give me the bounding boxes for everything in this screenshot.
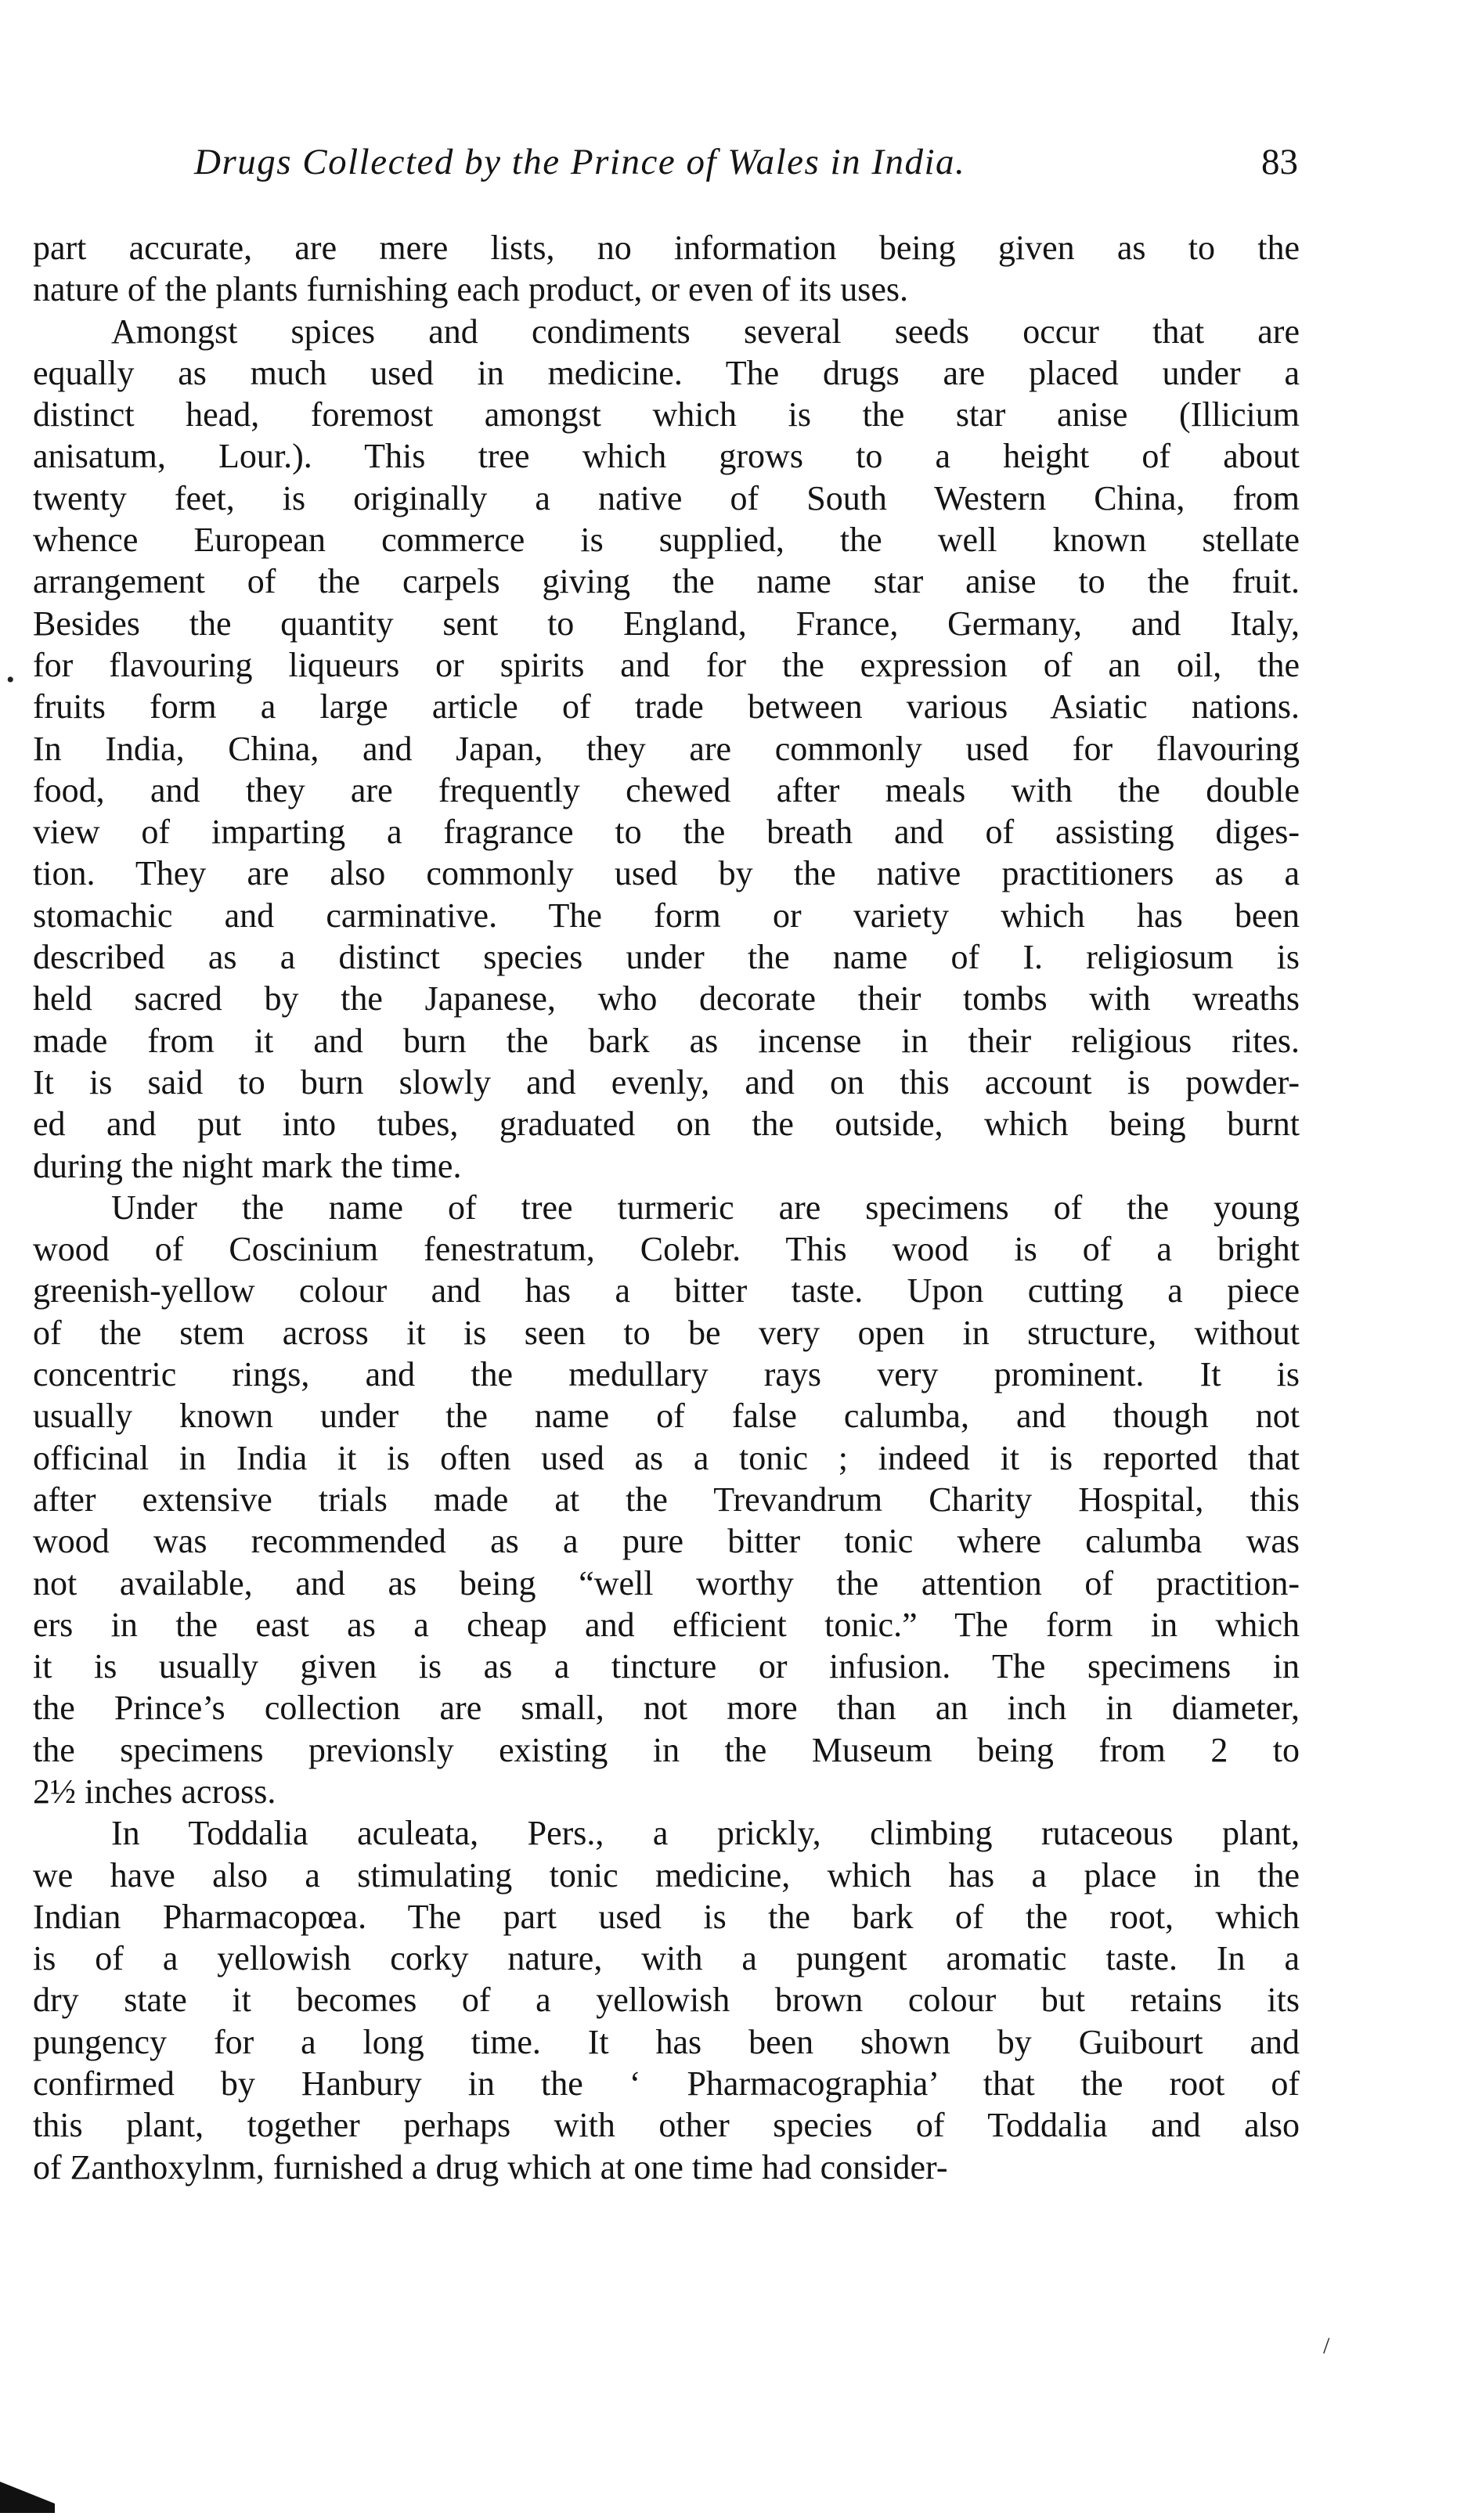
text-line: In India, China, and Japan, they are commonly used for flavouring	[33, 729, 1300, 768]
text-line: the Prince’s collection are small, not more than an inch in diameter,	[33, 1689, 1300, 1728]
text-line: Amongst spices and condiments several seeds occur that are	[111, 312, 1300, 351]
running-title: Drugs Collected by the Prince of Wales in India.	[194, 142, 966, 182]
text-line: arrangement of the carpels giving the name star anise to the fruit.	[33, 562, 1300, 601]
page-number: 83	[1261, 142, 1298, 182]
text-line: Under the name of tree turmeric are specimens of the young	[111, 1188, 1300, 1227]
text-line: nature of the plants furnishing each product, or even of its uses.	[33, 270, 909, 309]
text-line: wood was recommended as a pure bitter tonic where calumba was	[33, 1522, 1300, 1561]
text-line: dry state it becomes of a yellowish brown colour but retains its	[33, 1981, 1300, 2020]
margin-dot: •	[6, 667, 15, 693]
text-line: greenish-yellow colour and has a bitter taste. Upon cutting a piece	[33, 1271, 1300, 1310]
text-line: held sacred by the Japanese, who decorate their tombs with wreaths	[33, 979, 1300, 1018]
text-line: It is said to burn slowly and evenly, and on this account is powder-	[33, 1062, 1300, 1101]
text-line: view of imparting a fragrance to the breath and of assisting diges-	[33, 813, 1300, 852]
text-line: usually known under the name of false calumba, and though not	[33, 1397, 1300, 1436]
text-line: of the stem across it is seen to be very open in structure, without	[33, 1313, 1300, 1352]
text-line: is of a yellowish corky nature, with a pungent aromatic taste. In a	[33, 1939, 1300, 1978]
text-line: for flavouring liqueurs or spirits and for the expression of an oil, the	[33, 645, 1300, 684]
text-line: this plant, together perhaps with other species of Toddalia and also	[33, 2106, 1300, 2145]
text-line: equally as much used in medicine. The drugs are placed under a	[33, 353, 1300, 392]
stray-mark: /	[1323, 2333, 1330, 2359]
text-line: made from it and burn the bark as incense in their religious rites.	[33, 1021, 1300, 1060]
text-line: pungency for a long time. It has been shown by Guibourt and	[33, 2022, 1300, 2061]
text-line: whence European commerce is supplied, the well known stellate	[33, 521, 1300, 560]
running-head	[194, 141, 1298, 196]
ink-blot	[0, 2482, 55, 2513]
text-line: anisatum, Lour.). This tree which grows to a height of about	[33, 437, 1300, 476]
text-line: 2½ inches across.	[33, 1772, 276, 1811]
text-line: after extensive trials made at the Trevandrum Charity Hospital, this	[33, 1480, 1300, 1519]
text-line: described as a distinct species under the name of I. religiosum is	[33, 938, 1300, 977]
text-line: distinct head, foremost amongst which is the star anise (Illicium	[33, 395, 1300, 434]
text-line: Besides the quantity sent to England, France, Germany, and Italy,	[33, 604, 1300, 643]
text-line: confirmed by Hanbury in the ‘ Pharmacographia’ that the root of	[33, 2064, 1300, 2104]
text-line: not available, and as being “well worthy the attention of practition-	[33, 1563, 1300, 1602]
text-line: during the night mark the time.	[33, 1146, 462, 1185]
text-line: officinal in India it is often used as a tonic ; indeed it is reported that	[33, 1438, 1300, 1477]
text-line: ed and put into tubes, graduated on the outside, which being burnt	[33, 1105, 1300, 1144]
text-line: In Toddalia aculeata, Pers., a prickly, climbing rutaceous plant,	[111, 1814, 1300, 1853]
text-line: stomachic and carminative. The form or variety which has been	[33, 896, 1300, 935]
text-line: the specimens previonsly existing in the Museum being from 2 to	[33, 1730, 1300, 1769]
text-line: wood of Coscinium fenestratum, Colebr. This wood is of a bright	[33, 1230, 1300, 1269]
text-line: concentric rings, and the medullary rays very prominent. It is	[33, 1355, 1300, 1394]
text-line: tion. They are also commonly used by the native practitioners as a	[33, 854, 1300, 893]
text-line: we have also a stimulating tonic medicine, which has a place in the	[33, 1855, 1300, 1895]
text-line: it is usually given is as a tincture or infusion. The specimens in	[33, 1647, 1300, 1686]
text-line: food, and they are frequently chewed after meals with the double	[33, 770, 1300, 809]
text-line: ers in the east as a cheap and efficient tonic.” The form in which	[33, 1605, 1300, 1644]
body-text	[33, 227, 1300, 2188]
text-line: fruits form a large article of trade between various Asiatic nations.	[33, 687, 1300, 726]
text-line: part accurate, are mere lists, no information being given as to the	[33, 229, 1300, 267]
text-line: Indian Pharmacopœa. The part used is the bark of the root, which	[33, 1897, 1300, 1936]
text-line: twenty feet, is originally a native of South Western China, from	[33, 478, 1300, 517]
text-line: of Zanthoxylnm, furnished a drug which at one time had consider-	[33, 2147, 948, 2187]
